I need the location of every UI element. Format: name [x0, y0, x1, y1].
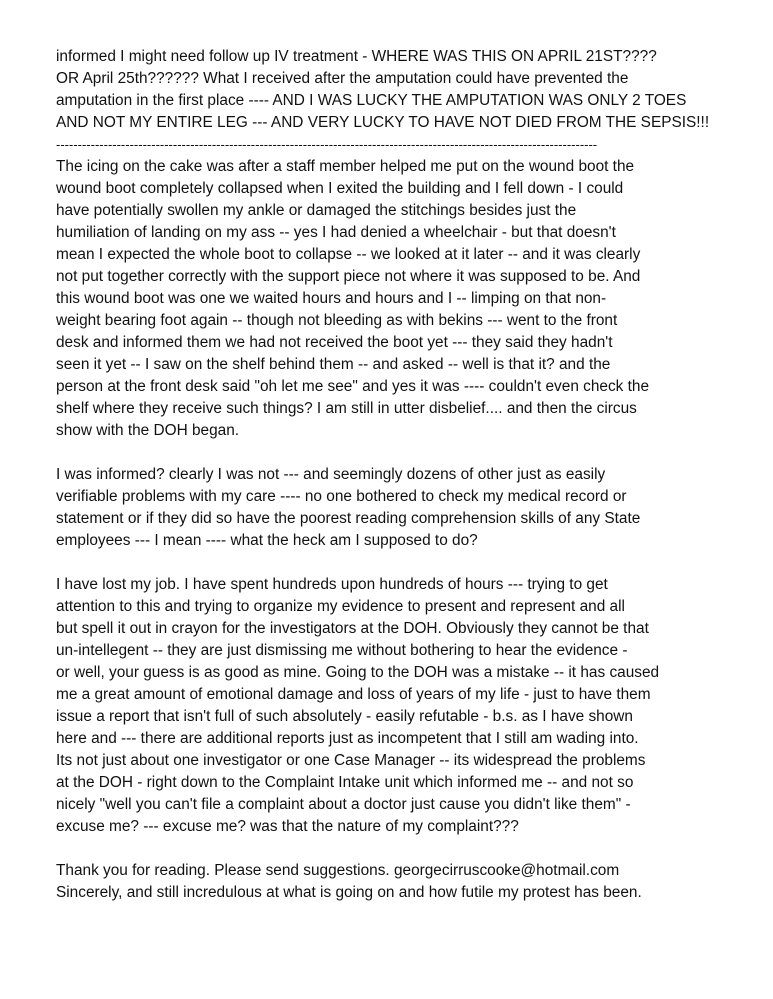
signoff: Sincerely, and still incredulous at what is going on and how futile my protest has been.	[56, 884, 642, 901]
paragraph-gap	[56, 838, 716, 860]
paragraph-gap	[56, 552, 716, 574]
paragraph-gap	[56, 442, 716, 464]
paragraph-informed: I was informed? clearly I was not --- and seemingly dozens of other just as easily verifiable problems with my care ---- no one bothered to check my medical record or statement or if they did so have the poorest reading comprehension skills of any State employees --- I mean ---- what the heck am I supposed to do?	[56, 466, 641, 549]
paragraph-wound-boot: The icing on the cake was after a staff member helped me put on the wound boot the wound boot completely collapsed when I exited the building and I fell down - I could have potentially swollen my ankle or damaged the stitchings besides just the humiliation of landing on my ass -- yes I had denied a wheelchair - but that doesn't mean I expected the whole boot to collapse -- we looked at it later -- and it was clearly not put together correctly with the support piece not where it was supposed to be. And this wound boot was one we waited hours and hours and I -- limping on that non- weight bearing foot again -- though not bleeding as with bekins --- went to the front desk and informed them we had not received the boot yet --- they said they hadn't seen it yet -- I saw on the shelf behind them -- and asked -- well is that it? and the person at the front desk said "oh let me see" and yes it was ---- couldn't even check the shelf where they receive such things? I am still in utter disbelief.... and then the circus show with the DOH began.	[56, 158, 650, 439]
paragraph-amputation: informed I might need follow up IV treatment - WHERE WAS THIS ON APRIL 21ST???? OR April 25th?????? What I received after the amputation could have prevented the amputation in the first place ---- AND I WAS LUCKY THE AMPUTATION WAS ONLY 2 TOES AND NOT MY ENTIRE LEG --- AND VERY LUCKY TO HAVE NOT DIED FROM THE SEPSIS!!!	[56, 48, 710, 131]
paragraph-lost-job: I have lost my job. I have spent hundreds upon hundreds of hours --- trying to get attention to this and trying to organize my evidence to present and represent and all but spell it out in crayon for the investigators at the DOH. Obviously they cannot be that un-intellegent -- they are just dismissing me without bothering to hear the evidence - or well, your guess is as good as mine. Going to the DOH was a mistake -- it has caused me a great amount of emotional damage and loss of years of my life - just to have them issue a report that isn't full of such absolutely - easily refutable - b.s. as I have shown here and --- there are additional reports just as incompetent that I still am wading into. Its not just about one investigator or one Case Manager -- its widespread the problems at the DOH - right down to the Complaint Intake unit which informed me -- and not so nicely "well you can't file a complaint about a doctor just cause you didn't like them" - excuse me? --- excuse me? was that the nature of my complaint???	[56, 576, 660, 835]
letter-page	[56, 46, 716, 904]
dashed-divider: -----------------------------------------------------------------------------------------------------------------------------	[56, 137, 598, 152]
closing-thanks: Thank you for reading. Please send suggestions. georgecirruscooke@hotmail.com	[56, 862, 620, 879]
